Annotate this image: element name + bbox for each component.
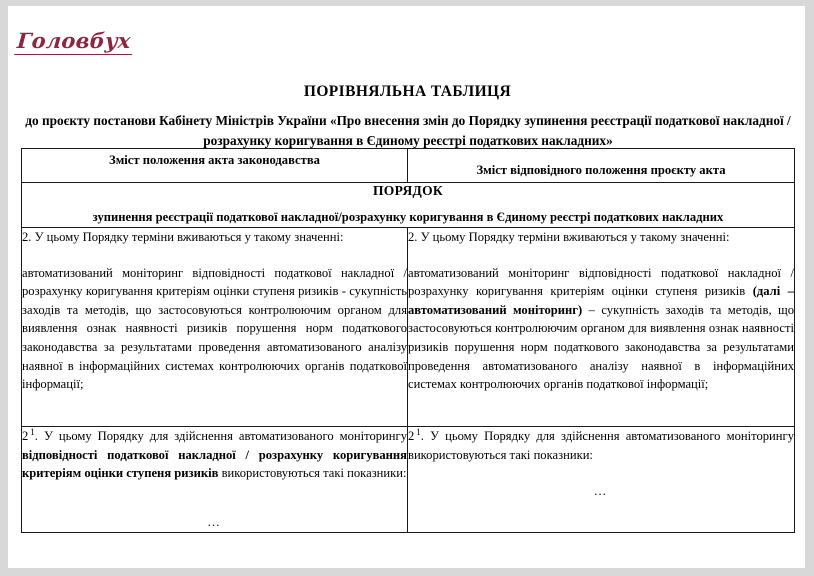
merged-title-cell <box>22 183 795 228</box>
row-terms-cell-right <box>408 228 795 427</box>
clause-superscript-left: 1 <box>30 426 35 437</box>
table-row <box>22 228 795 427</box>
document-page <box>8 6 805 568</box>
indicators-tail-left: використовуються такі показники: <box>218 466 407 481</box>
definition-tail-text: – сукупність заходів та методів, що застосовуються контролюючим органом для виявлення ознак наявності ризиків порушення норм податкового законодавства за результатами проведення автоматизованого аналізу наявної в інформаційних системах контролюючих органів податкової інформації; <box>408 302 795 392</box>
table-header-cell-right <box>408 149 795 183</box>
terms-definition-right <box>408 264 794 394</box>
clause-superscript-right: 1 <box>416 426 421 437</box>
indicators-lead-left: . У цьому Порядку для здійснення автоматизованого моніторингу <box>34 429 407 443</box>
brand-logo-text: Головбух <box>14 29 133 55</box>
table-header-cell-left <box>22 149 408 183</box>
table-header-row <box>22 149 795 183</box>
column-header-draft: Зміст відповідного положення проєкту акта <box>476 163 726 177</box>
merged-heading: ПОРЯДОК <box>372 183 443 198</box>
indicators-paragraph-left <box>22 427 407 483</box>
definition-bold-text: (далі – автоматизований моніторинг) <box>408 284 794 317</box>
comparison-table <box>21 148 795 533</box>
ellipsis-left: … <box>207 514 222 529</box>
row-indicators-cell-right <box>408 427 795 533</box>
terms-intro-left: 2. У цьому Порядку терміни вживаються у такому значенні: <box>22 230 344 244</box>
definition-lead-text: автоматизований моніторинг відповідності податкової накладної / розрахунку коригування критеріям оцінки ступеня ризиків <box>408 265 794 299</box>
indicators-paragraph-right <box>408 427 794 464</box>
row-terms-cell-left <box>22 228 408 427</box>
table-merged-title-row <box>22 183 795 228</box>
table-row <box>22 427 795 533</box>
page-subtitle: до проєкту постанови Кабінету Міністрів України «Про внесення змін до Порядку зупинення реєстрації податкової накладної / розрахунку коригування в Єдиному реєстрі податкових накладних» <box>25 113 791 148</box>
clause-number-left: 2 <box>22 429 29 443</box>
brand-logo[interactable] <box>15 29 215 63</box>
merged-subheading: зупинення реєстрації податкової накладної/розрахунку коригування в Єдиному реєстрі податкових накладних <box>92 210 724 224</box>
row-indicators-cell-left <box>22 427 408 533</box>
terms-intro-right: 2. У цьому Порядку терміни вживаються у такому значенні: <box>408 230 730 244</box>
ellipsis-right: … <box>593 484 609 499</box>
indicators-lead-right: . У цьому Порядку для здійснення автоматизованого моніторингу використовуються такі показники: <box>408 429 794 462</box>
page-title: ПОРІВНЯЛЬНА ТАБЛИЦЯ <box>303 83 512 100</box>
indicators-bold-left: відповідності податкової накладної / розрахунку коригування критеріям оцінки ступеня ризиків <box>22 447 407 481</box>
terms-definition-left: автоматизований моніторинг відповідності податкової накладної / розрахунку коригування критеріям оцінки ступеня ризиків - сукупність заходів та методів, що застосовуються контролюючим органом для виявлення ознак наявності ризиків порушення норм податкового законодавства за результатами проведення автоматизованого аналізу наявної в інформаційних системах контролюючих органів податкової інформації; <box>22 265 407 392</box>
clause-number-right: 2 <box>408 429 415 443</box>
column-header-legislation: Зміст положення акта законодавства <box>109 153 320 167</box>
